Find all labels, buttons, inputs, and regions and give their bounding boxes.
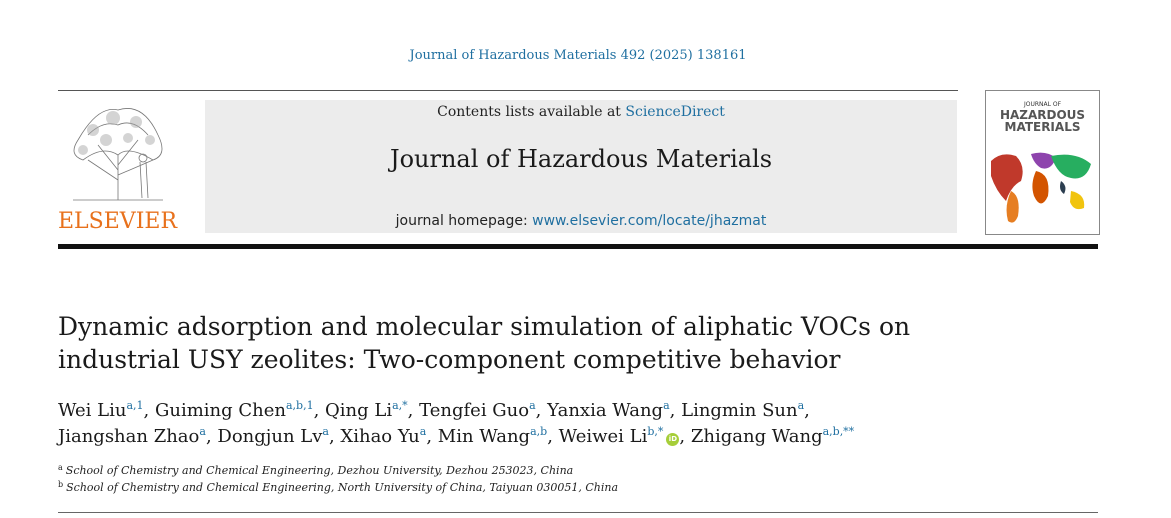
banner-bottom-rule — [58, 244, 1098, 249]
author-affiliation-marker[interactable]: a,* — [392, 399, 408, 412]
article-title-line2: industrial USY zeolites: Two-component competitive behavior — [58, 345, 841, 374]
author-name: Weiwei Li — [558, 426, 648, 447]
contents-prefix: Contents lists available at — [437, 104, 621, 120]
author-name: Lingmin Sun — [681, 400, 798, 421]
elsevier-tree-icon — [58, 100, 176, 204]
contents-line — [205, 104, 957, 120]
homepage-prefix: journal homepage: — [395, 213, 528, 229]
author-name: Jiangshan Zhao — [58, 426, 200, 447]
author[interactable] — [217, 426, 329, 447]
author[interactable] — [559, 426, 680, 447]
journal-citation[interactable]: Journal of Hazardous Materials 492 (2025) 138161 — [409, 48, 747, 63]
cover-kicker: JOURNAL OF — [1023, 101, 1062, 108]
header-divider — [58, 90, 958, 91]
author[interactable] — [155, 400, 314, 421]
author[interactable] — [681, 400, 804, 421]
author[interactable] — [58, 400, 144, 421]
affiliation-text: School of Chemistry and Chemical Engineering, Dezhou University, Dezhou 253023, China — [65, 464, 574, 477]
author-name: Dongjun Lv — [217, 426, 323, 447]
author[interactable] — [325, 400, 408, 421]
affiliation-mark: b — [58, 480, 64, 489]
journal-cover-thumbnail[interactable] — [985, 90, 1100, 235]
affiliation-text: School of Chemistry and Chemical Engineering, North University of China, Taiyuan 030051, China — [66, 481, 619, 494]
homepage-link[interactable]: www.elsevier.com/locate/jhazmat — [532, 213, 767, 229]
orcid-icon[interactable]: iD — [666, 433, 679, 446]
author-affiliation-marker[interactable]: a — [419, 425, 427, 438]
affiliations — [58, 462, 1058, 496]
author-affiliation-marker[interactable]: a,b,** — [822, 425, 855, 438]
author-affiliation-marker[interactable]: b,* — [647, 425, 664, 438]
cover-title-line1: HAZARDOUS — [999, 108, 1086, 122]
author-name: Zhigang Wang — [690, 426, 823, 447]
affiliation-item — [58, 479, 1058, 496]
author-affiliation-marker[interactable]: a — [797, 399, 805, 412]
author-affiliation-marker[interactable]: a,b — [530, 425, 548, 438]
author-affiliation-marker[interactable]: a — [663, 399, 670, 412]
publisher-name: ELSEVIER — [58, 209, 178, 234]
affiliation-item — [58, 462, 1058, 479]
author-affiliation-marker[interactable]: a,b,1 — [286, 399, 314, 412]
author-name: Qing Li — [325, 400, 393, 421]
homepage-line — [205, 213, 957, 229]
author-affiliation-marker[interactable]: a — [529, 399, 536, 412]
author[interactable] — [340, 426, 426, 447]
author[interactable] — [547, 400, 670, 421]
cover-title — [986, 109, 1099, 133]
author-affiliation-marker[interactable]: a — [322, 425, 329, 438]
author[interactable] — [419, 400, 536, 421]
author[interactable] — [58, 426, 206, 447]
author[interactable] — [438, 426, 547, 447]
author-name: Guiming Chen — [154, 400, 286, 421]
author-affiliation-marker[interactable]: a — [199, 425, 206, 438]
section-divider — [58, 512, 1098, 513]
author-name: Xihao Yu — [340, 426, 420, 447]
author-list: Wei Liu$^{a,1}$, Guiming Chen$^{a,b,1}$, Qing $Li^{a,*}$, Tengfei Guo$^a$, Yanxia Wang$^a$, Lingmin Sun$^a$, Jiangshan Zhao$^a$, Dongjun Lv$^a$, Xihao Yu$^a$, Min Wang$^{a,b}$, Weiwei $Li^{b,*}iD$ , Zhigang Wang$^{a,b,**}$ — [58, 399, 855, 447]
cover-world-map-image — [986, 146, 1099, 234]
cover-title-line2: MATERIALS — [1004, 120, 1081, 134]
author[interactable] — [691, 426, 854, 447]
affiliation-mark: a — [58, 463, 63, 472]
author-name: Wei Liu — [58, 400, 127, 421]
author-name: Tengfei Guo — [419, 400, 530, 421]
article-title — [58, 310, 1118, 376]
article-title-line1: Dynamic adsorption and molecular simulation of aliphatic VOCs on — [58, 312, 911, 341]
journal-name: Journal of Hazardous Materials — [389, 145, 773, 173]
elsevier-logo[interactable] — [58, 100, 176, 236]
author-name: Yanxia Wang — [547, 400, 664, 421]
author-name: Min Wang — [437, 426, 531, 447]
author-affiliation-marker[interactable]: a,1 — [126, 399, 144, 412]
journal-banner — [205, 100, 957, 233]
sciencedirect-link[interactable]: ScienceDirect — [625, 104, 725, 120]
